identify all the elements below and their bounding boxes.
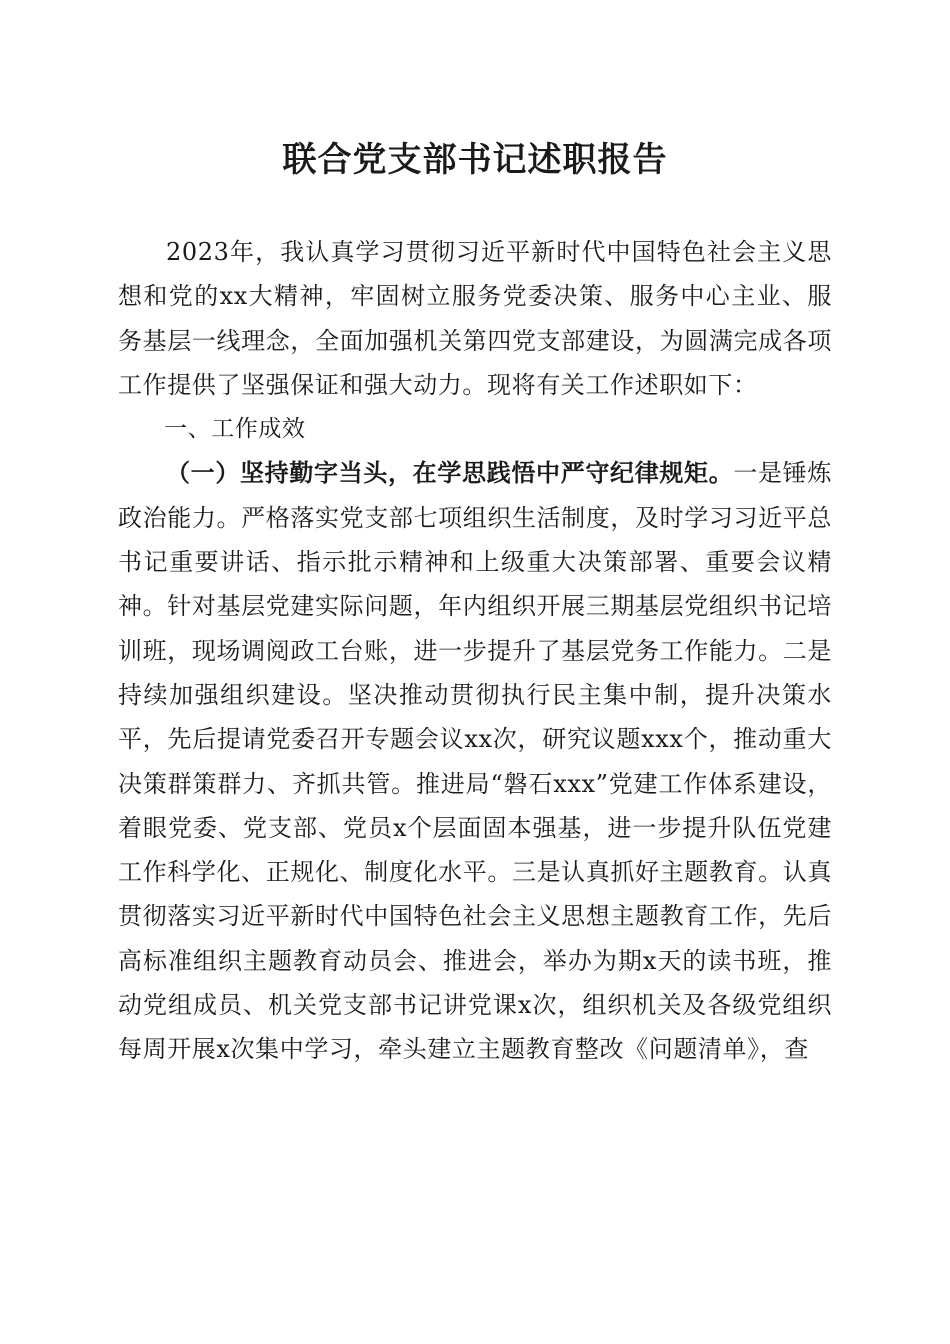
section-heading: 一、工作成效	[164, 416, 306, 443]
subsection-paragraph	[118, 451, 832, 1071]
subsection-heading: （一）坚持勤字当头，在学思践悟中严守纪律规矩。	[166, 458, 734, 488]
intro-paragraph: 2023年，我认真学习贯彻习近平新时代中国特色社会主义思想和党的xx大精神，牢固树立服务党委决策、服务中心主业、服务基层一线理念，全面加强机关第四党支部建设，为圆满完成各项工作提供了坚强保证和强大动力。现将有关工作述职如下：	[118, 238, 832, 399]
document-body	[118, 230, 832, 1072]
document-title: 联合党支部书记述职报告	[282, 140, 668, 180]
subsection-body: 一是锤炼政治能力。严格落实党支部七项组织生活制度，及时学习习近平总书记重要讲话、指示批示精神和上级重大决策部署、重要会议精神。针对基层党建实际问题，年内组织开展三期基层党组织书记培训班，现场调阅政工台账，进一步提升了基层党务工作能力。二是持续加强组织建设。坚决推动贯彻执行民主集中制，提升决策水平，先后提请党委召开专题会议xx次，研究议题xxx个，推动重大决策群策群力、齐抓共管。推进局“磐石xxx”党建工作体系建设，着眼党委、党支部、党员x个层面固本强基，进一步提升队伍党建工作科学化、正规化、制度化水平。三是认真抓好主题教育。认真贯彻落实习近平新时代中国特色社会主义思想主题教育工作，先后高标准组织主题教育动员会、推进会，举办为期x天的读书班，推动党组成员、机关党支部书记讲党课x次，组织机关及各级党组织每周开展x次集中学习，牵头建立主题教育整改《问题清单》，查	[118, 459, 832, 1064]
